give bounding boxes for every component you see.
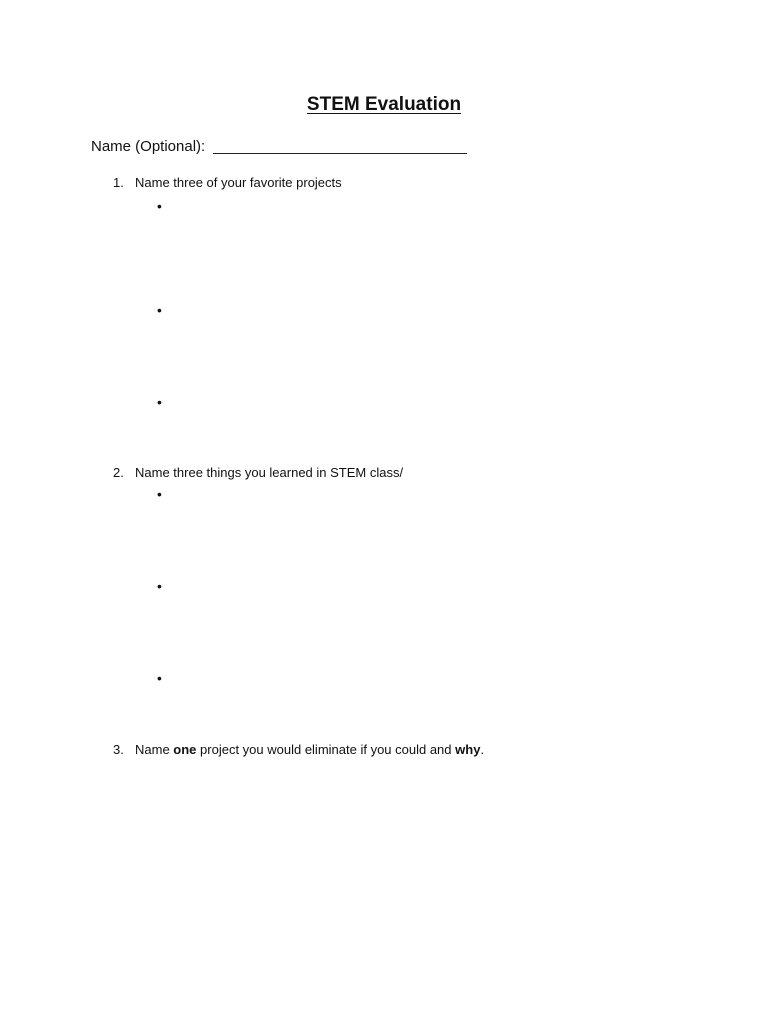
- name-blank-line: [213, 139, 467, 154]
- answer-bullet: •: [157, 198, 162, 214]
- question-text: Name three things you learned in STEM class/: [135, 465, 404, 480]
- question-text-part: project you would eliminate if you could and: [196, 742, 456, 757]
- answer-bullet: •: [157, 486, 162, 502]
- name-label: Name (Optional):: [91, 138, 206, 155]
- question-number: 1.: [113, 175, 124, 190]
- question-text-part: .: [480, 742, 485, 757]
- question-2: [113, 465, 403, 480]
- question-text-part: Name: [135, 742, 174, 757]
- question-emphasis-one: one: [173, 742, 197, 757]
- document-title: STEM Evaluation: [306, 94, 462, 115]
- question-text: Name three of your favorite projects: [135, 175, 342, 190]
- name-field-row: [91, 136, 467, 155]
- question-3: [113, 742, 484, 757]
- answer-bullet: •: [157, 670, 162, 686]
- question-emphasis-why: why: [455, 742, 481, 757]
- question-1: [113, 175, 342, 190]
- answer-bullet: •: [157, 394, 162, 410]
- question-number: 3.: [113, 742, 124, 757]
- answer-bullet: •: [157, 302, 162, 318]
- answer-bullet: •: [157, 578, 162, 594]
- question-number: 2.: [113, 465, 124, 480]
